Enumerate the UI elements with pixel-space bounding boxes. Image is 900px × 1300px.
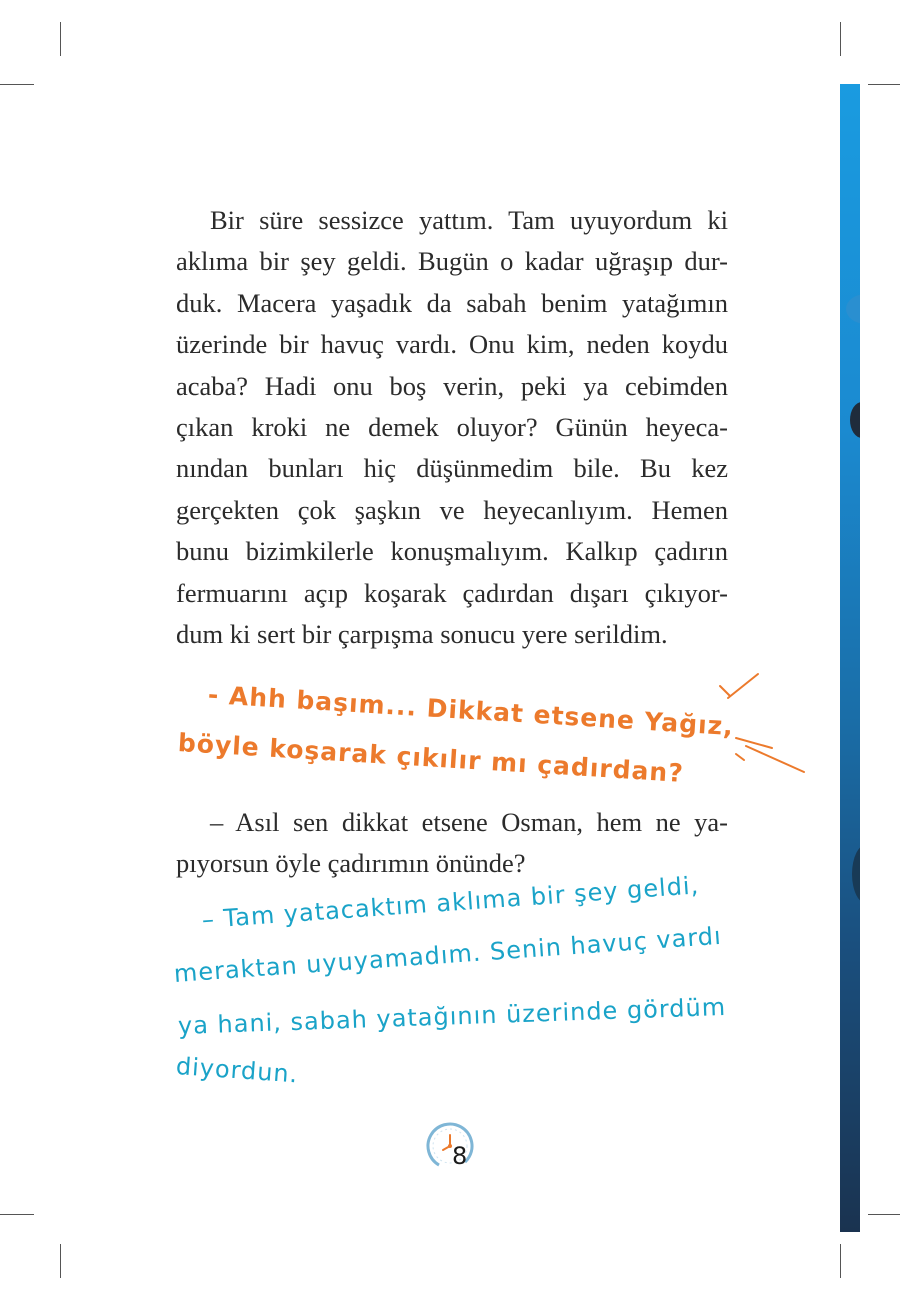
text-line: dum ki sert bir çarpışma sonucu yere serildim. bbox=[176, 619, 668, 650]
crop-mark bbox=[0, 1214, 34, 1215]
text-line: pıyorsun öyle çadırımın önünde? bbox=[176, 848, 526, 879]
crop-mark bbox=[868, 1214, 900, 1215]
dialogue-cyan-line: ya hani, sabah yatağının üzerinde gördüm bbox=[177, 992, 727, 1040]
dialogue-cyan-line: diyordun. bbox=[175, 1052, 300, 1089]
text-line: gerçekten çok şaşkın ve heyecanlıyım. Hemen bbox=[176, 494, 728, 525]
text-line: – Asıl sen dikkat etsene Osman, hem ne ya- bbox=[210, 807, 728, 837]
page-number: 8 bbox=[452, 1142, 468, 1170]
page-number-badge bbox=[424, 1120, 476, 1172]
text-line: fermuarını açıp koşarak çadırdan dışarı çıkıyor- bbox=[176, 577, 728, 608]
dialogue-cyan-line: – Tam yatacaktım aklıma bir şey geldi, bbox=[201, 871, 701, 934]
text-line: acaba? Hadi onu boş verin, peki ya cebimden bbox=[176, 370, 728, 401]
emphasis-strokes bbox=[700, 668, 830, 788]
crop-mark bbox=[60, 22, 61, 56]
dialogue-orange-line: - Ahh başım... Dikkat etsene Yağız, bbox=[207, 680, 735, 742]
crop-mark bbox=[60, 1244, 61, 1278]
body-paragraph bbox=[176, 802, 728, 885]
clock-icon bbox=[424, 1120, 476, 1172]
text-line: çıkan kroki ne demek oluyor? Günün heyeca- bbox=[176, 412, 728, 443]
text-line: Bir süre sessizce yattım. Tam uyuyordum ki bbox=[210, 205, 728, 235]
text-line: nından bunları hiç düşünmedim bile. Bu kez bbox=[176, 453, 728, 484]
crop-mark bbox=[868, 84, 900, 85]
dialogue-cyan-line: meraktan uyuyamadım. Senin havuç vardı bbox=[173, 921, 723, 988]
crop-mark bbox=[840, 22, 841, 56]
cover-bleed-strip bbox=[840, 84, 860, 1232]
text-line: duk. Macera yaşadık da sabah benim yatağımın bbox=[176, 287, 728, 318]
body-paragraph bbox=[176, 200, 728, 655]
dialogue-orange-line: böyle koşarak çıkılır mı çadırdan? bbox=[177, 728, 685, 788]
text-line: aklıma bir şey geldi. Bugün o kadar uğraşıp dur- bbox=[176, 246, 728, 277]
text-line: üzerinde bir havuç vardı. Onu kim, neden koydu bbox=[176, 329, 728, 360]
text-line: bunu bizimkilerle konuşmalıyım. Kalkıp çadırın bbox=[176, 536, 728, 567]
crop-mark bbox=[0, 84, 34, 85]
crop-mark bbox=[840, 1244, 841, 1278]
